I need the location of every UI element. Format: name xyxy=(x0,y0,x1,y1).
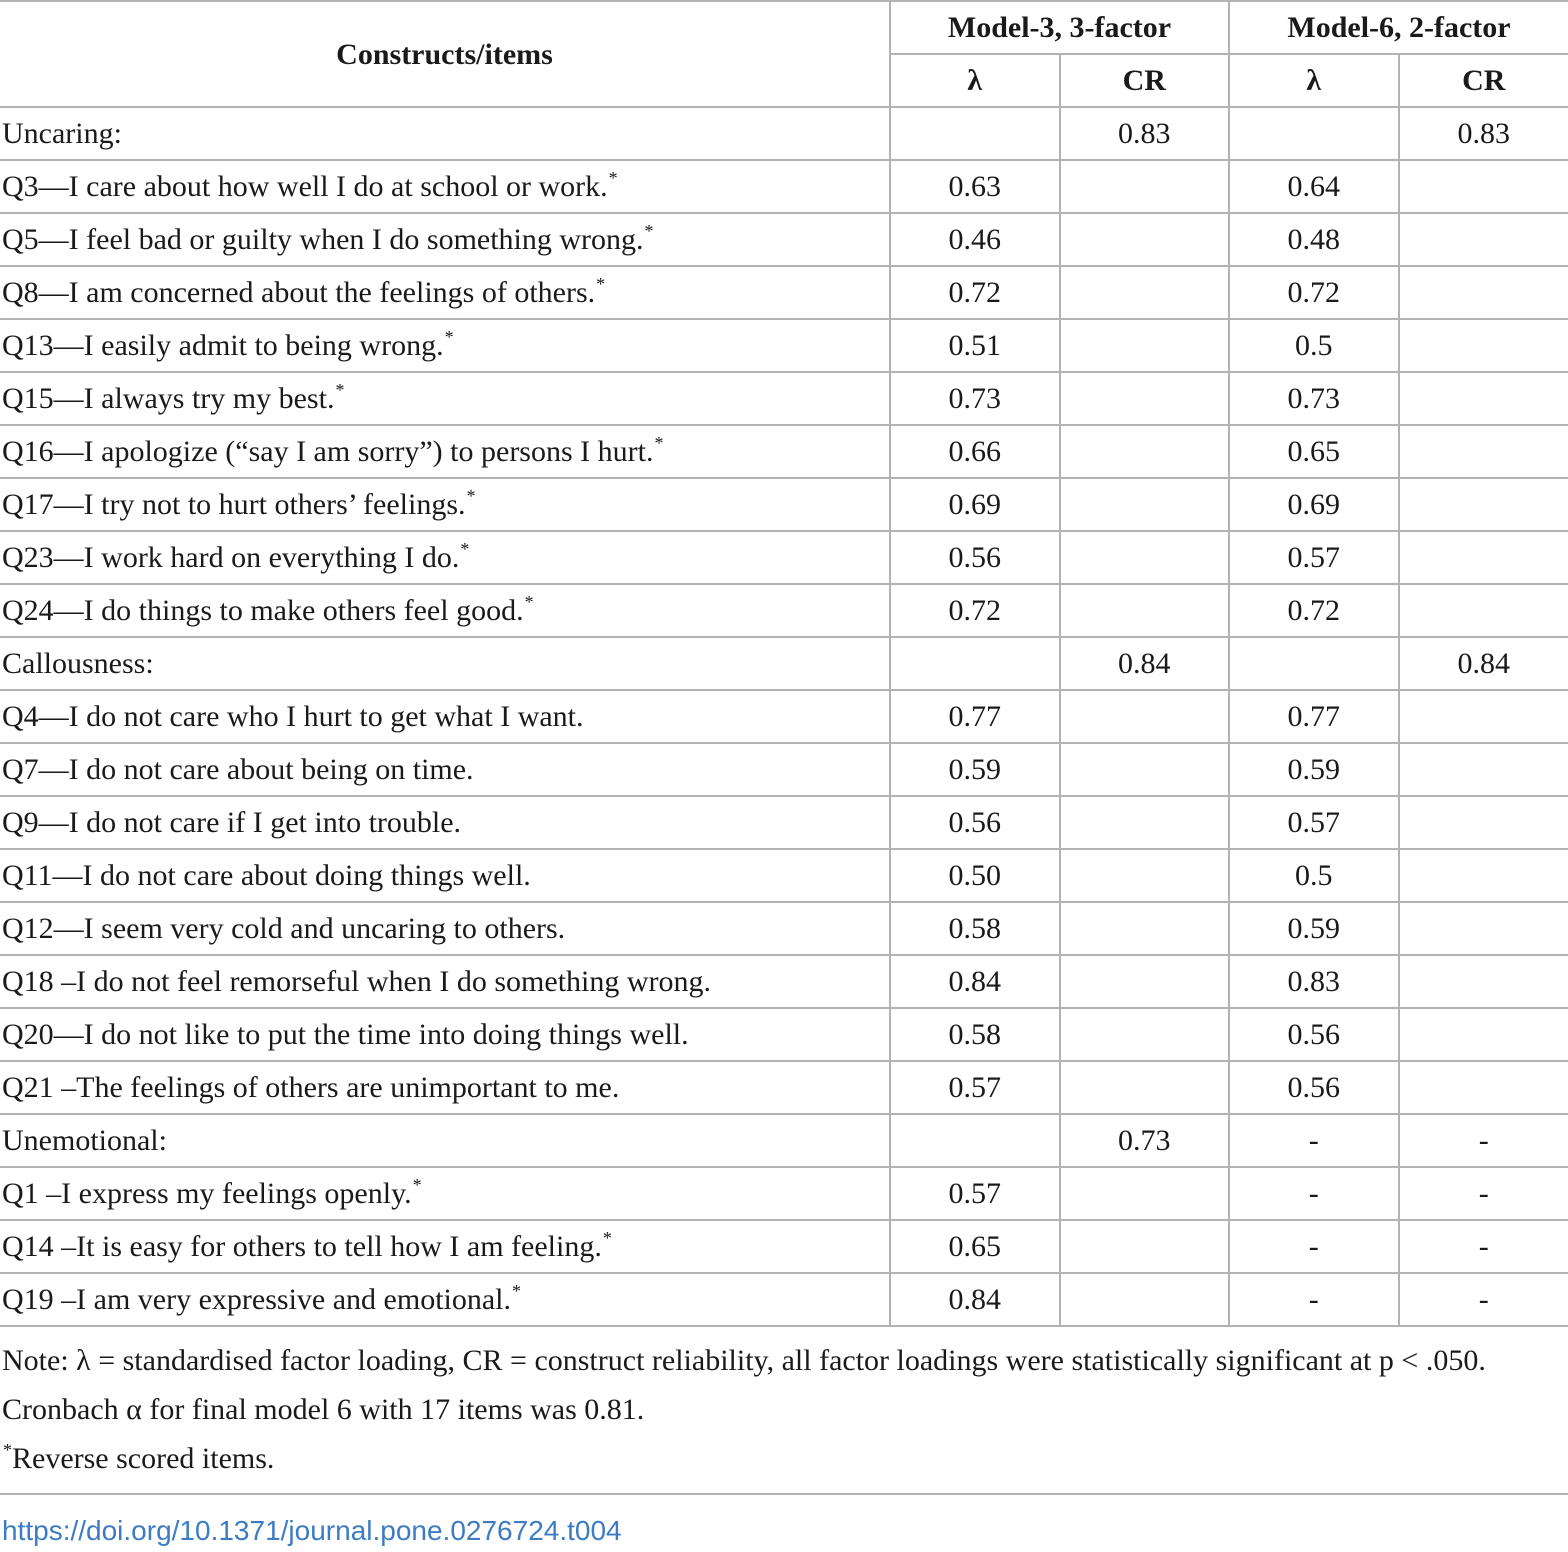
item-label xyxy=(0,1273,890,1326)
model-6-cr-cell: - xyxy=(1399,1220,1568,1273)
model-6-lambda-cell: - xyxy=(1229,1167,1399,1220)
model-6-lambda-cell: 0.72 xyxy=(1229,266,1399,319)
model-6-lambda-cell: 0.5 xyxy=(1229,319,1399,372)
reverse-scored-marker: * xyxy=(512,1281,522,1301)
table-row xyxy=(0,213,1568,266)
item-label xyxy=(0,584,890,637)
reverse-note-text: Reverse scored items. xyxy=(12,1442,275,1475)
model-3-cr-cell xyxy=(1060,213,1230,266)
item-label xyxy=(0,849,890,902)
reverse-note xyxy=(2,1434,1564,1483)
model-3-cr-cell: 0.83 xyxy=(1060,107,1230,160)
model-6-cr-cell xyxy=(1399,849,1568,902)
model-3-lambda-cell xyxy=(890,1114,1060,1167)
doi-link[interactable]: https://doi.org/10.1371/journal.pone.0276724.t004 xyxy=(2,1515,622,1546)
footer-divider xyxy=(0,1493,1568,1495)
model-6-lambda-cell: 0.59 xyxy=(1229,743,1399,796)
item-text: Q7—I do not care about being on time. xyxy=(2,753,474,786)
model-6-lambda-cell: 0.56 xyxy=(1229,1061,1399,1114)
table-row xyxy=(0,531,1568,584)
header-model-3: Model-3, 3-factor xyxy=(890,1,1229,54)
reverse-scored-marker: * xyxy=(412,1175,422,1195)
item-label xyxy=(0,690,890,743)
model-6-lambda-cell: 0.5 xyxy=(1229,849,1399,902)
table-row xyxy=(0,1220,1568,1273)
model-6-cr-cell xyxy=(1399,478,1568,531)
table-row xyxy=(0,160,1568,213)
item-label xyxy=(0,478,890,531)
reverse-scored-marker: * xyxy=(466,486,476,506)
model-6-cr-cell: 0.84 xyxy=(1399,637,1568,690)
model-3-cr-cell xyxy=(1060,1008,1230,1061)
model-6-cr-cell xyxy=(1399,796,1568,849)
model-3-lambda-cell: 0.84 xyxy=(890,955,1060,1008)
table-row xyxy=(0,425,1568,478)
reverse-scored-marker: * xyxy=(644,221,654,241)
item-text: Q12—I seem very cold and uncaring to others. xyxy=(2,912,566,945)
model-6-cr-cell xyxy=(1399,955,1568,1008)
model-3-lambda-cell xyxy=(890,107,1060,160)
model-6-lambda-cell: 0.72 xyxy=(1229,584,1399,637)
model-3-lambda-cell: 0.50 xyxy=(890,849,1060,902)
item-text: Q15—I always try my best. xyxy=(2,382,335,415)
header-model-6-cr: CR xyxy=(1399,54,1568,107)
table-row xyxy=(0,319,1568,372)
construct-row xyxy=(0,1114,1568,1167)
model-3-lambda-cell: 0.77 xyxy=(890,690,1060,743)
model-6-cr-cell: - xyxy=(1399,1273,1568,1326)
item-text: Unemotional: xyxy=(2,1124,167,1157)
model-3-cr-cell xyxy=(1060,372,1230,425)
table-row xyxy=(0,584,1568,637)
model-3-cr-cell xyxy=(1060,425,1230,478)
table-row xyxy=(0,1061,1568,1114)
model-3-lambda-cell: 0.72 xyxy=(890,584,1060,637)
model-3-lambda-cell: 0.84 xyxy=(890,1273,1060,1326)
reverse-scored-marker: * xyxy=(335,380,345,400)
item-label xyxy=(0,743,890,796)
table-row xyxy=(0,1273,1568,1326)
item-label xyxy=(0,531,890,584)
item-text: Q1 –I express my feelings openly. xyxy=(2,1177,412,1210)
model-3-cr-cell xyxy=(1060,902,1230,955)
item-text: Q5—I feel bad or guilty when I do something wrong. xyxy=(2,223,644,256)
construct-label xyxy=(0,637,890,690)
model-3-cr-cell xyxy=(1060,743,1230,796)
model-3-lambda-cell: 0.58 xyxy=(890,1008,1060,1061)
table-row xyxy=(0,1167,1568,1220)
construct-row xyxy=(0,637,1568,690)
item-text: Q16—I apologize (“say I am sorry”) to persons I hurt. xyxy=(2,435,654,468)
item-text: Q24—I do things to make others feel good. xyxy=(2,594,524,627)
item-text: Q9—I do not care if I get into trouble. xyxy=(2,806,462,839)
model-6-cr-cell: - xyxy=(1399,1114,1568,1167)
model-6-cr-cell xyxy=(1399,1008,1568,1061)
model-6-lambda-cell: 0.69 xyxy=(1229,478,1399,531)
model-3-lambda-cell: 0.73 xyxy=(890,372,1060,425)
model-6-cr-cell xyxy=(1399,902,1568,955)
model-3-cr-cell xyxy=(1060,1220,1230,1273)
model-3-cr-cell xyxy=(1060,849,1230,902)
model-3-cr-cell: 0.73 xyxy=(1060,1114,1230,1167)
reverse-scored-marker: * xyxy=(444,327,454,347)
model-6-cr-cell xyxy=(1399,160,1568,213)
header-constructs-items: Constructs/items xyxy=(0,1,890,107)
reverse-scored-marker: * xyxy=(608,168,618,188)
model-3-lambda-cell: 0.57 xyxy=(890,1167,1060,1220)
table-header xyxy=(0,1,1568,107)
table-row xyxy=(0,266,1568,319)
model-6-cr-cell: 0.83 xyxy=(1399,107,1568,160)
table-row xyxy=(0,1008,1568,1061)
model-6-lambda-cell: 0.56 xyxy=(1229,1008,1399,1061)
reverse-marker: * xyxy=(3,1440,12,1460)
item-text: Q21 –The feelings of others are unimportant to me. xyxy=(2,1071,620,1104)
reverse-scored-marker: * xyxy=(596,274,606,294)
item-label xyxy=(0,319,890,372)
header-model-6-lambda: λ xyxy=(1229,54,1399,107)
model-3-cr-cell xyxy=(1060,1167,1230,1220)
model-6-lambda-cell: 0.48 xyxy=(1229,213,1399,266)
model-6-cr-cell xyxy=(1399,266,1568,319)
model-6-cr-cell xyxy=(1399,1061,1568,1114)
model-6-lambda-cell: 0.57 xyxy=(1229,531,1399,584)
model-3-cr-cell xyxy=(1060,1273,1230,1326)
item-text: Q8—I am concerned about the feelings of others. xyxy=(2,276,596,309)
construct-label xyxy=(0,1114,890,1167)
model-6-cr-cell xyxy=(1399,425,1568,478)
model-6-cr-cell xyxy=(1399,372,1568,425)
table-row xyxy=(0,372,1568,425)
table-row xyxy=(0,849,1568,902)
note-text: Note: λ = standardised factor loading, CR = construct reliability, all factor loadings were statistically significant at p < .050. Cronbach α for final model 6 with 17 items was 0.81. xyxy=(2,1344,1486,1426)
header-model-3-cr: CR xyxy=(1060,54,1230,107)
model-3-cr-cell: 0.84 xyxy=(1060,637,1230,690)
model-3-cr-cell xyxy=(1060,319,1230,372)
reverse-scored-marker: * xyxy=(524,592,534,612)
model-6-cr-cell xyxy=(1399,531,1568,584)
model-3-lambda-cell: 0.56 xyxy=(890,796,1060,849)
table-row xyxy=(0,478,1568,531)
item-text: Q14 –It is easy for others to tell how I am feeling. xyxy=(2,1230,602,1263)
model-3-lambda-cell: 0.58 xyxy=(890,902,1060,955)
model-3-cr-cell xyxy=(1060,796,1230,849)
item-text: Q3—I care about how well I do at school or work. xyxy=(2,170,608,203)
item-label xyxy=(0,1220,890,1273)
model-3-cr-cell xyxy=(1060,266,1230,319)
model-6-cr-cell xyxy=(1399,213,1568,266)
construct-label xyxy=(0,107,890,160)
item-label xyxy=(0,213,890,266)
model-6-lambda-cell: 0.64 xyxy=(1229,160,1399,213)
model-3-cr-cell xyxy=(1060,690,1230,743)
item-text: Q11—I do not care about doing things well. xyxy=(2,859,531,892)
model-3-cr-cell xyxy=(1060,584,1230,637)
item-label xyxy=(0,425,890,478)
model-3-lambda-cell: 0.63 xyxy=(890,160,1060,213)
model-3-lambda-cell: 0.56 xyxy=(890,531,1060,584)
reverse-scored-marker: * xyxy=(460,539,470,559)
item-text: Q20—I do not like to put the time into doing things well. xyxy=(2,1018,689,1051)
item-label xyxy=(0,1167,890,1220)
model-3-lambda-cell: 0.65 xyxy=(890,1220,1060,1273)
item-label xyxy=(0,266,890,319)
item-label xyxy=(0,1008,890,1061)
model-3-lambda-cell: 0.69 xyxy=(890,478,1060,531)
model-6-lambda-cell: - xyxy=(1229,1220,1399,1273)
table-row xyxy=(0,743,1568,796)
item-text: Q23—I work hard on everything I do. xyxy=(2,541,460,574)
item-text: Q19 –I am very expressive and emotional. xyxy=(2,1283,512,1316)
model-6-cr-cell: - xyxy=(1399,1167,1568,1220)
model-6-lambda-cell: - xyxy=(1229,1273,1399,1326)
item-text: Uncaring: xyxy=(2,117,122,150)
model-6-lambda-cell: 0.65 xyxy=(1229,425,1399,478)
model-6-lambda-cell: - xyxy=(1229,1114,1399,1167)
table-row xyxy=(0,796,1568,849)
item-text: Callousness: xyxy=(2,647,154,680)
table-notes xyxy=(2,1336,1564,1483)
model-3-cr-cell xyxy=(1060,160,1230,213)
model-6-lambda-cell: 0.77 xyxy=(1229,690,1399,743)
model-6-lambda-cell xyxy=(1229,107,1399,160)
model-3-lambda-cell xyxy=(890,637,1060,690)
model-3-cr-cell xyxy=(1060,478,1230,531)
construct-row xyxy=(0,107,1568,160)
reverse-scored-marker: * xyxy=(654,433,664,453)
item-label xyxy=(0,955,890,1008)
model-6-cr-cell xyxy=(1399,319,1568,372)
table-body xyxy=(0,107,1568,1326)
model-3-lambda-cell: 0.46 xyxy=(890,213,1060,266)
table-row xyxy=(0,690,1568,743)
model-6-lambda-cell: 0.59 xyxy=(1229,902,1399,955)
item-label xyxy=(0,372,890,425)
model-6-lambda-cell: 0.83 xyxy=(1229,955,1399,1008)
reverse-scored-marker: * xyxy=(602,1228,612,1248)
item-text: Q4—I do not care who I hurt to get what I want. xyxy=(2,700,584,733)
model-6-cr-cell xyxy=(1399,584,1568,637)
model-6-lambda-cell xyxy=(1229,637,1399,690)
model-3-cr-cell xyxy=(1060,1061,1230,1114)
item-label xyxy=(0,796,890,849)
header-row-models xyxy=(0,1,1568,54)
item-label xyxy=(0,160,890,213)
item-text: Q17—I try not to hurt others’ feelings. xyxy=(2,488,466,521)
header-model-6: Model-6, 2-factor xyxy=(1229,1,1568,54)
model-3-lambda-cell: 0.57 xyxy=(890,1061,1060,1114)
model-6-cr-cell xyxy=(1399,743,1568,796)
model-6-lambda-cell: 0.73 xyxy=(1229,372,1399,425)
model-6-lambda-cell: 0.57 xyxy=(1229,796,1399,849)
model-3-lambda-cell: 0.66 xyxy=(890,425,1060,478)
model-3-lambda-cell: 0.51 xyxy=(890,319,1060,372)
table-row xyxy=(0,955,1568,1008)
item-text: Q18 –I do not feel remorseful when I do something wrong. xyxy=(2,965,712,998)
table-row xyxy=(0,902,1568,955)
model-3-cr-cell xyxy=(1060,531,1230,584)
item-label xyxy=(0,902,890,955)
model-3-cr-cell xyxy=(1060,955,1230,1008)
model-3-lambda-cell: 0.72 xyxy=(890,266,1060,319)
model-3-lambda-cell: 0.59 xyxy=(890,743,1060,796)
item-text: Q13—I easily admit to being wrong. xyxy=(2,329,444,362)
model-6-cr-cell xyxy=(1399,690,1568,743)
item-label xyxy=(0,1061,890,1114)
header-model-3-lambda: λ xyxy=(890,54,1060,107)
